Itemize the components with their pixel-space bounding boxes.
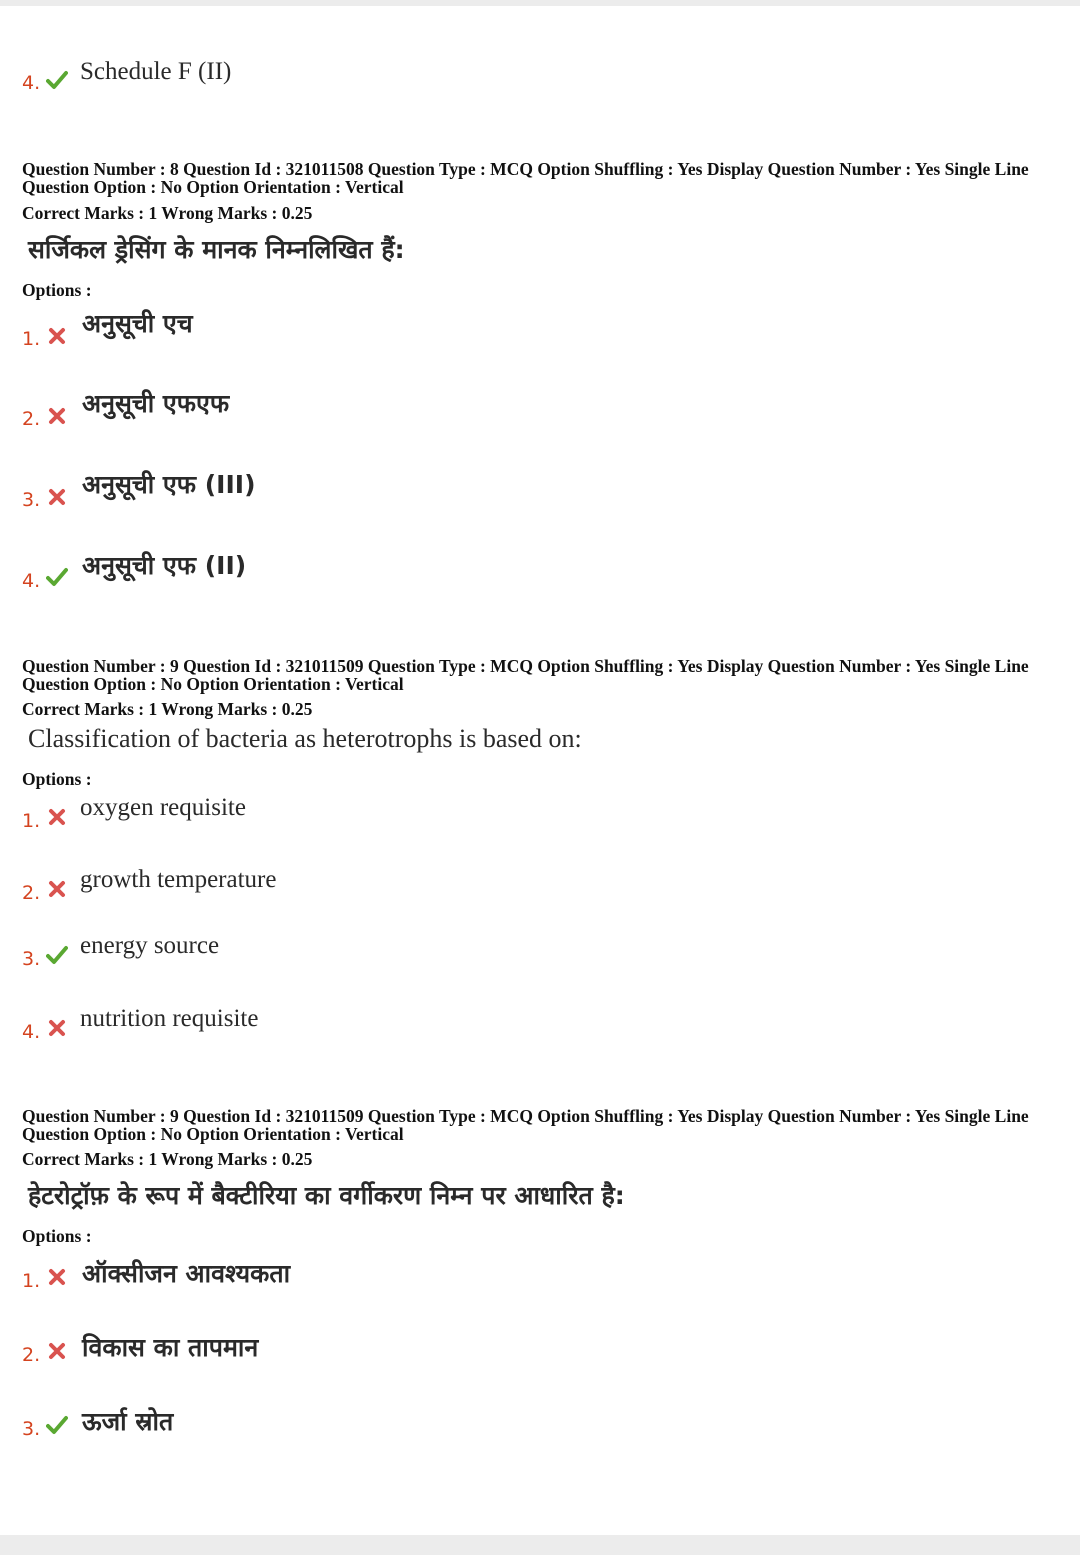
question-text: सर्जिकल ड्रेसिंग के मानक निम्नलिखित हैं: <box>28 235 405 264</box>
cross-icon <box>47 406 69 426</box>
cross-icon <box>47 326 69 346</box>
cross-icon <box>47 1018 69 1038</box>
cross-icon <box>47 1267 69 1287</box>
question-text: हेटरोट्रॉफ़ के रूप में बैक्टीरिया का वर्गीकरण निम्न पर आधारित है: <box>28 1181 625 1210</box>
option-text: विकास का तापमान <box>82 1333 259 1362</box>
option-text: growth temperature <box>80 866 277 893</box>
prev-option-text: Schedule F (II) <box>80 58 232 85</box>
question-meta: Question Number : 9 Question Id : 321011509 Question Type : MCQ Option Shuffling : Yes Display Question Number : Yes Single Line Question Option : No Option Orientation : Vertical <box>22 1106 1029 1144</box>
option-text: energy source <box>80 932 220 959</box>
option-number: 3. <box>22 1418 41 1440</box>
option-number: 1. <box>22 1270 41 1292</box>
cross-icon <box>47 487 69 507</box>
question-meta: Question Number : 8 Question Id : 321011508 Question Type : MCQ Option Shuffling : Yes Display Question Number : Yes Single Line Question Option : No Option Orientation : Vertical <box>22 159 1029 197</box>
option-number: 1. <box>22 810 41 832</box>
option-text: अनुसूची एफएफ <box>82 389 230 418</box>
option-number: 2. <box>22 1344 41 1366</box>
check-icon <box>46 567 68 587</box>
cross-icon <box>47 879 69 899</box>
question-marks: Correct Marks : 1 Wrong Marks : 0.25 <box>22 203 313 223</box>
option-number: 3. <box>22 948 41 970</box>
option-number: 4. <box>22 570 41 592</box>
check-icon <box>46 1415 68 1435</box>
bottom-page-edge <box>0 1535 1080 1555</box>
option-number: 4. <box>22 1021 41 1043</box>
options-label: Options : <box>22 769 92 789</box>
option-text: ऑक्सीजन आवश्यकता <box>82 1259 291 1288</box>
option-text: ऊर्जा स्रोत <box>82 1407 174 1436</box>
question-marks: Correct Marks : 1 Wrong Marks : 0.25 <box>22 699 313 719</box>
check-icon <box>46 945 68 965</box>
check-icon <box>46 70 68 90</box>
question-text: Classification of bacteria as heterotrophs is based on: <box>28 724 582 753</box>
option-text: oxygen requisite <box>80 794 246 821</box>
option-text: nutrition requisite <box>80 1005 259 1032</box>
question-marks: Correct Marks : 1 Wrong Marks : 0.25 <box>22 1149 313 1169</box>
cross-icon <box>47 807 69 827</box>
cross-icon <box>47 1341 69 1361</box>
options-label: Options : <box>22 1226 92 1246</box>
option-text: अनुसूची एच <box>82 309 193 338</box>
top-page-edge <box>0 0 1080 6</box>
question-meta: Question Number : 9 Question Id : 321011509 Question Type : MCQ Option Shuffling : Yes Display Question Number : Yes Single Line Question Option : No Option Orientation : Vertical <box>22 656 1029 694</box>
option-number: 2. <box>22 882 41 904</box>
options-label: Options : <box>22 280 92 300</box>
option-number: 2. <box>22 408 41 430</box>
prev-option-number: 4. <box>22 72 41 94</box>
option-number: 3. <box>22 489 41 511</box>
option-number: 1. <box>22 328 41 350</box>
option-text: अनुसूची एफ (II) <box>82 551 247 580</box>
option-text: अनुसूची एफ (III) <box>82 470 256 499</box>
